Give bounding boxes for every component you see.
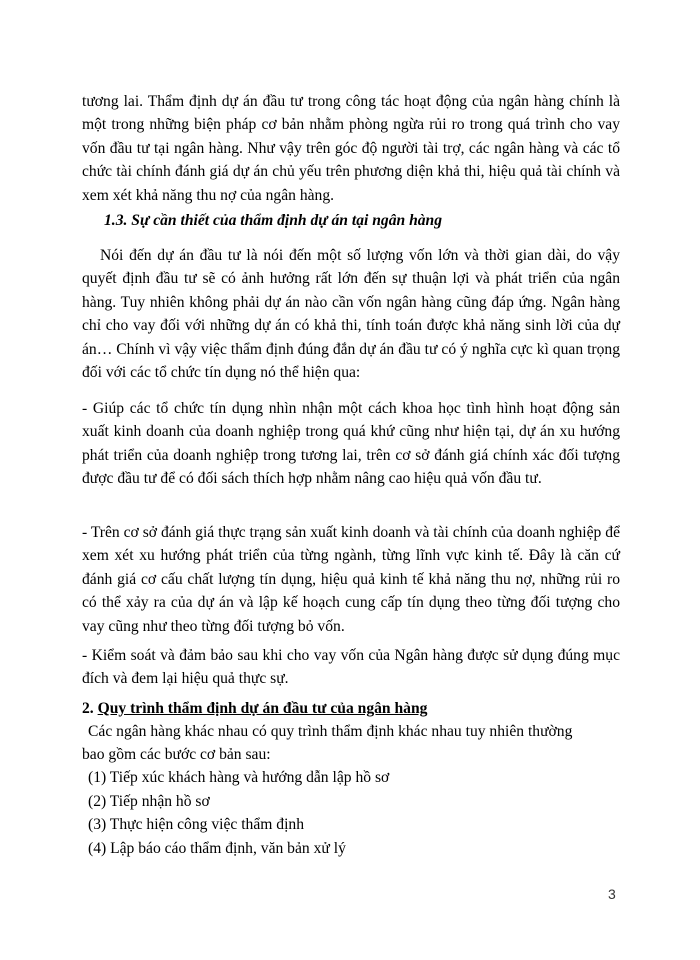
bullet-paragraph-1: - Giúp các tổ chức tín dụng nhìn nhận một cách khoa học tình hình hoạt động sản xuất kinh doanh của doanh nghiệp trong quá khứ cũng như hiện tại, dự án xu hướng phát triển của doanh nghiệp trong tương lai, trên cơ sở đánh giá chính xác đối tượng được đầu tư để có đối sách thích hợp nhằm nâng cao hiệu quả vốn đầu tư. [82,400,620,488]
intro-paragraph: tương lai. Thẩm định dự án đầu tư trong công tác hoạt động của ngân hàng chính là một trong những biện pháp cơ bản nhằm phòng ngừa rủi ro trong quá trình cho vay vốn đầu tư tại ngân hàng. Như vậy trên góc độ người tài trợ, các ngân hàng và các tổ chức tài chính đánh giá dự án chủ yếu trên phương diện khả thi, hiệu quả tài chính và xem xét khả năng thu nợ của ngân hàng. [82,93,620,204]
section-2-title: Quy trình thẩm định dự án đầu tư của ngân hàng [97,700,428,717]
section-1-3-paragraph: Nói đến dự án đầu tư là nói đến một số lượng vốn lớn và thời gian dài, do vậy quyết định đầu tư sẽ có ảnh hưởng rất lớn đến sự thuận lợi và phát triển của ngân hàng. Tuy nhiên không phải dự án nào cần vốn ngân hàng cũng đáp ứng. Ngân hàng chỉ cho vay đối với những dự án có khả thi, tính toán được khả năng sinh lời của dự án… Chính vì vậy việc thẩm định đúng đắn dự án đầu tư có ý nghĩa cực kì quan trọng đối với các tổ chức tín dụng nó thể hiện qua: [82,247,620,382]
procedure-step: (2) Tiếp nhận hồ sơ [88,792,210,810]
procedure-step: (3) Thực hiện công việc thẩm định [88,816,305,833]
procedure-steps-list [88,766,389,860]
section-1-3-heading: 1.3. Sự cần thiết của thẩm định dự án tại ngân hàng [104,212,443,229]
section-2-heading [82,697,427,720]
bullet-paragraph-3: - Kiểm soát và đảm bảo sau khi cho vay vốn của Ngân hàng được sử dụng đúng mục đích và đem lại hiệu quả thực sự. [82,647,620,688]
procedure-step: (4) Lập báo cáo thẩm định, văn bản xử lý [88,839,346,857]
bullet-paragraph-2: - Trên cơ sở đánh giá thực trạng sản xuất kinh doanh và tài chính của doanh nghiệp để xem xét xu hướng phát triển của từng ngành, từng lĩnh vực kinh tế. Đây là căn cứ đánh giá cơ cấu chất lượng tín dụng, hiệu quả kinh tế khả năng thu nợ, những rủi ro có thể xảy ra của dự án và lập kế hoạch cung cấp tín dụng theo từng đối tượng cho vay cũng như theo từng đối tượng bỏ vốn. [82,524,620,635]
section-2-intro: Các ngân hàng khác nhau có quy trình thẩm định khác nhau tuy nhiên thường bao gồm các bước cơ bản sau: [82,723,573,764]
page-number: 3 [608,886,616,902]
procedure-step: (1) Tiếp xúc khách hàng và hướng dẫn lập hồ sơ [88,769,390,786]
section-2-number: 2. [82,700,94,717]
